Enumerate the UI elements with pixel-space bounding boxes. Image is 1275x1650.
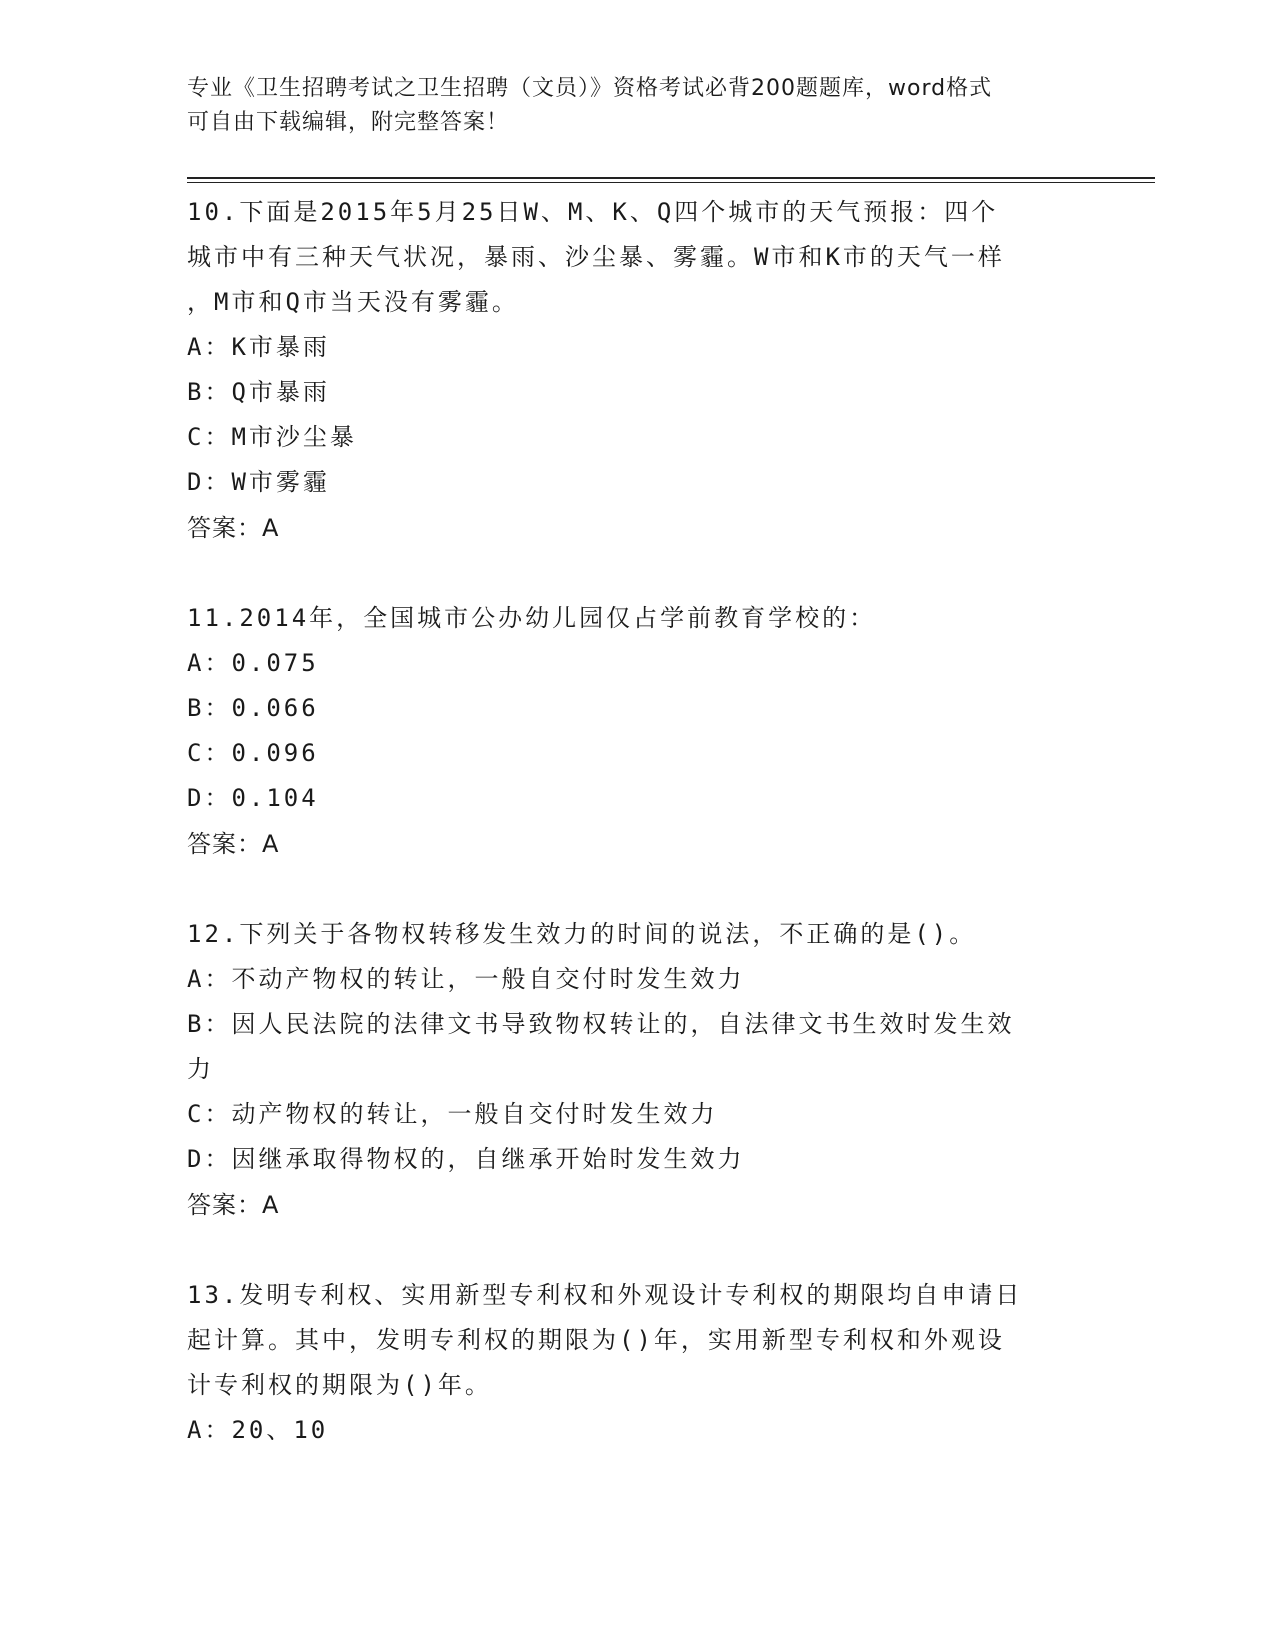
header-line-1: 专业《卫生招聘考试之卫生招聘（文员）》资格考试必背200题题库，word格式 [187,76,993,101]
option-b: B：Q市暴雨 [187,378,330,406]
option-b: B：因人民法院的法律文书导致物权转让的，自法律文书生效时发生效 [187,1010,1015,1038]
question-stem-line: ，M市和Q市当天没有雾霾。 [187,288,519,316]
question-12 [187,912,1087,1228]
option-b: B：0.066 [187,694,319,722]
option-c: C：M市沙尘暴 [187,423,357,451]
option-a: A：20、10 [187,1416,329,1444]
option-a: A：不动产物权的转让，一般自交付时发生效力 [187,965,745,993]
header-divider [187,177,1155,183]
option-c: C：0.096 [187,739,319,767]
question-stem-line: 11.2014年，全国城市公办幼儿园仅占学前教育学校的： [187,604,877,632]
document-header [187,72,1087,140]
question-stem-line: 计专利权的期限为()年。 [187,1371,492,1399]
option-b-continued: 力 [187,1055,214,1083]
question-list [187,190,1087,1498]
option-c: C：动产物权的转让，一般自交付时发生效力 [187,1100,718,1128]
question-10 [187,190,1087,551]
option-a: A：0.075 [187,649,319,677]
question-11 [187,596,1087,867]
option-d: D：W市雾霾 [187,468,330,496]
option-d: D：0.104 [187,784,319,812]
option-d: D：因继承取得物权的，自继承开始时发生效力 [187,1145,745,1173]
question-13 [187,1273,1087,1453]
question-stem-line: 城市中有三种天气状况，暴雨、沙尘暴、雾霾。W市和K市的天气一样 [187,243,1005,271]
question-stem-line: 10.下面是2015年5月25日W、M、K、Q四个城市的天气预报：四个 [187,198,999,226]
question-stem-line: 12.下列关于各物权转移发生效力的时间的说法，不正确的是()。 [187,920,977,948]
answer: 答案：A [187,514,280,542]
question-stem-line: 起计算。其中，发明专利权的期限为()年，实用新型专利权和外观设 [187,1326,1005,1354]
question-stem-line: 13.发明专利权、实用新型专利权和外观设计专利权的期限均自申请日 [187,1281,1023,1309]
answer: 答案：A [187,830,280,858]
answer: 答案：A [187,1191,280,1219]
header-line-2: 可自由下载编辑，附完整答案！ [187,110,510,135]
option-a: A：K市暴雨 [187,333,330,361]
